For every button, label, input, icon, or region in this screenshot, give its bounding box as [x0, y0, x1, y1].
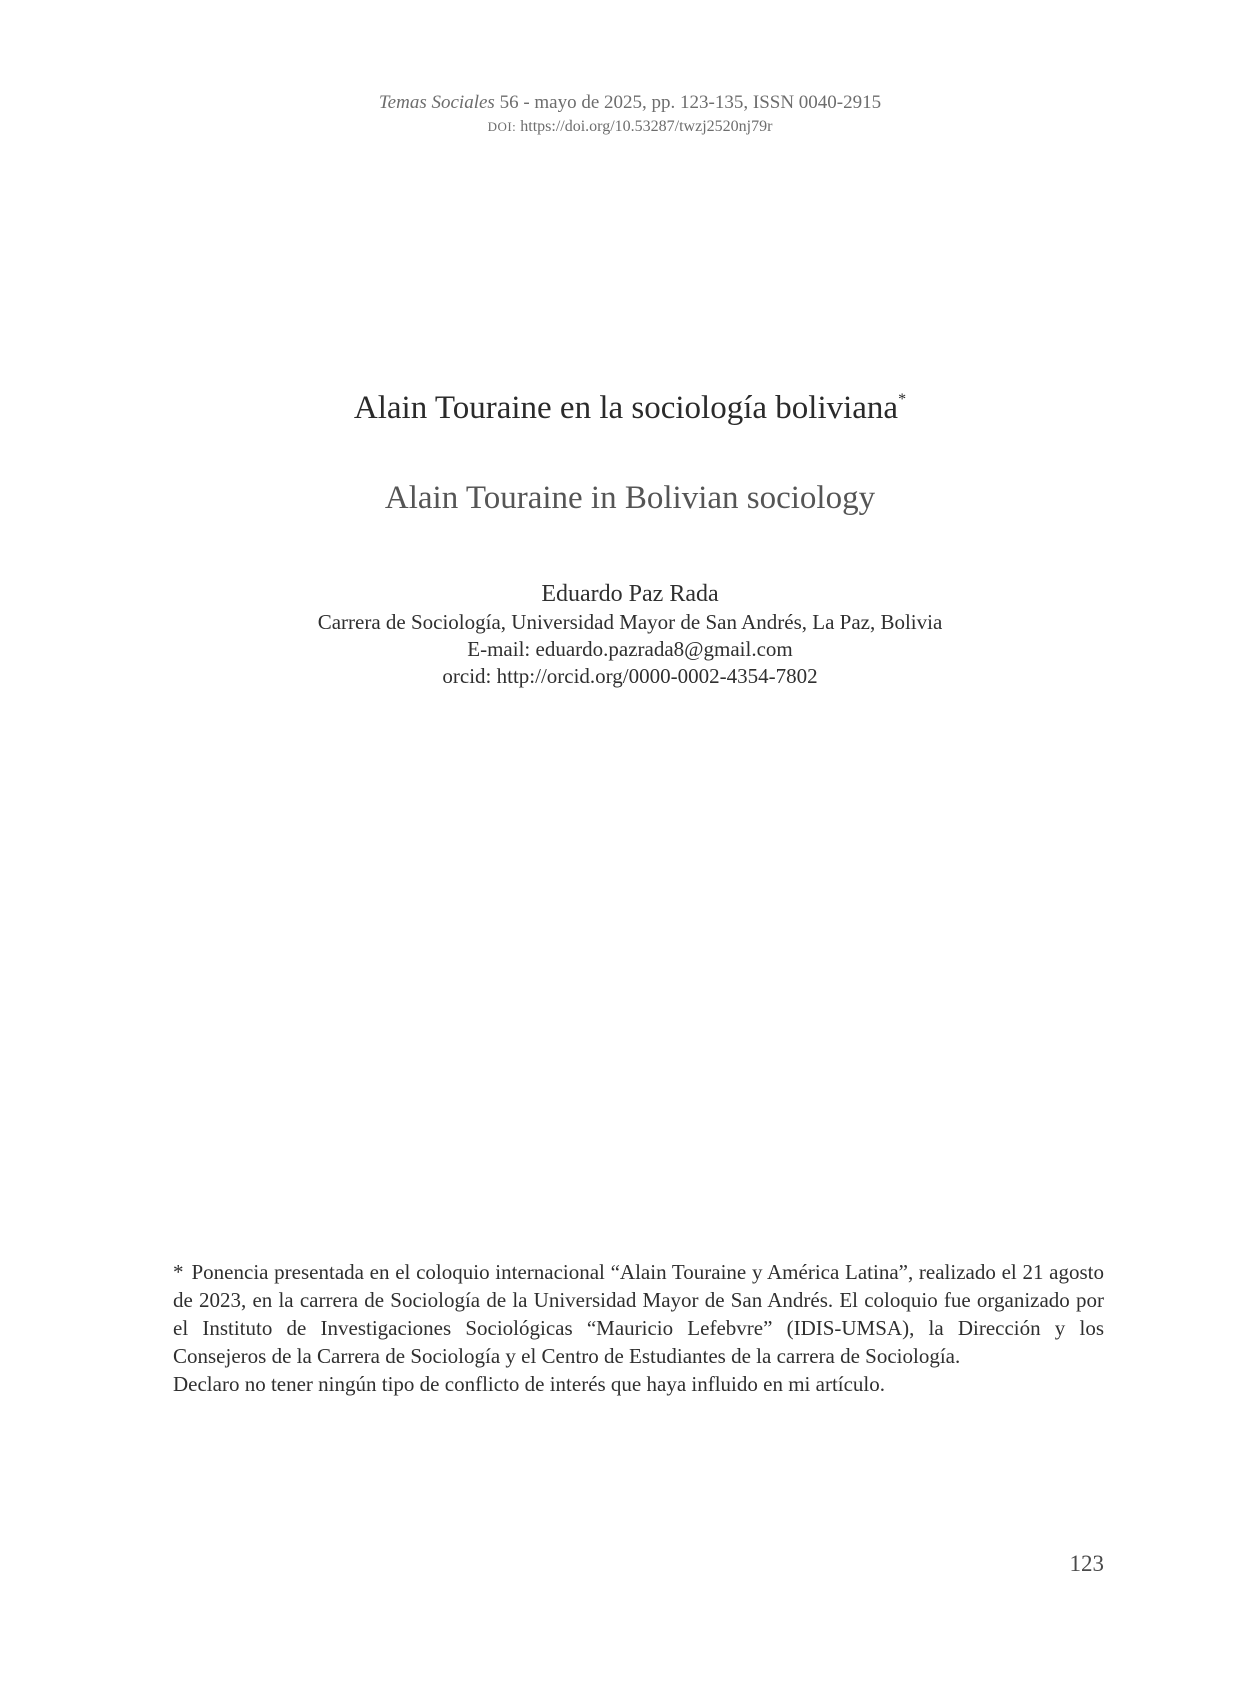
author-name: Eduardo Paz Rada — [541, 581, 719, 607]
footnote-text-block — [173, 1258, 1104, 1370]
journal-citation — [0, 92, 1260, 114]
conflict-declaration: Declaro no tener ningún tipo de conflicto de interés que haya influido en mi artículo. — [173, 1372, 886, 1396]
footnote-marker: * — [173, 1260, 184, 1284]
footnote-text: Ponencia presentada en el coloquio internacional “Alain Touraine y América Latina”, realizado el 21 agosto de 2023, en la carrera de Sociología de la Universidad Mayor de San Andrés. El coloquio fue organizado por el Instituto de Investigaciones Sociológicas “Mauricio Lefebvre” (IDIS-UMSA), la Dirección y los Consejeros de la Carrera de Sociología y el Centro de Estudiantes de la carrera de Sociología. — [173, 1260, 1104, 1368]
doi-line — [0, 116, 1260, 138]
article-title-text: Alain Touraine en la sociología boliviana — [353, 390, 899, 426]
issue-info: 56 - mayo de 2025, pp. 123-135, ISSN 0040-2915 — [494, 92, 882, 113]
title-footnote-marker[interactable]: * — [898, 391, 907, 408]
footnote — [173, 1258, 1104, 1398]
article-title — [0, 388, 1260, 428]
journal-name: Temas Sociales — [378, 92, 495, 113]
author-block — [0, 579, 1260, 690]
running-header — [0, 92, 1260, 138]
doi-label: DOI: — [487, 119, 517, 134]
page-number: 123 — [1069, 1551, 1104, 1576]
author-email[interactable]: E-mail: eduardo.pazrada8@gmail.com — [467, 637, 793, 661]
author-orcid[interactable]: orcid: http://orcid.org/0000-0002-4354-7802 — [442, 664, 818, 688]
article-subtitle: Alain Touraine in Bolivian sociology — [384, 480, 876, 516]
doi-link[interactable]: https://doi.org/10.53287/twzj2520nj79r — [516, 118, 773, 135]
author-affiliation: Carrera de Sociología, Universidad Mayor de San Andrés, La Paz, Bolivia — [317, 610, 943, 634]
